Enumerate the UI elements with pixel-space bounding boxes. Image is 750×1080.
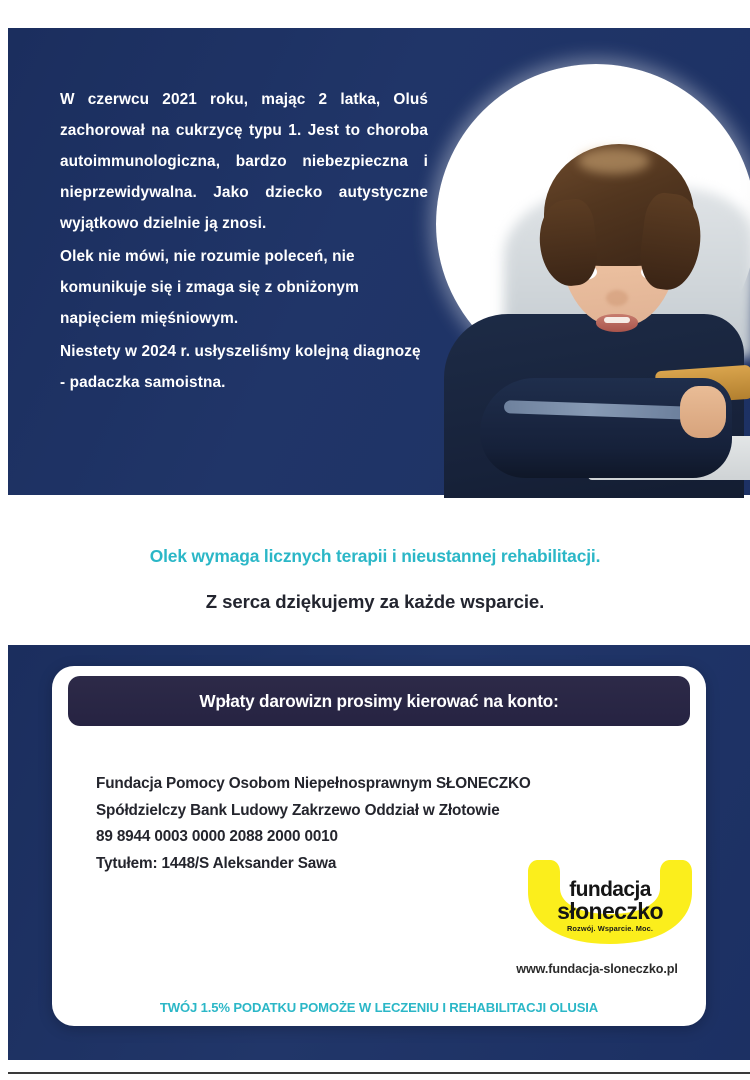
organization-name: Fundacja Pomocy Osobom Niepełnosprawnym SŁONECZKO [96, 775, 531, 792]
account-number[interactable]: 89 8944 0003 0000 2088 2000 0010 [96, 828, 338, 845]
story-text-block [60, 84, 428, 398]
story-paragraph-1: W czerwcu 2021 roku, mając 2 latka, Oluś zachorował na cukrzycę typu 1. Jest to choroba autoimmunologiczna, bardzo niebezpieczna i nieprzewidywalna. Jako dziecko autystyczne wyjątkowo dzielnie ją znosi. [60, 91, 428, 232]
donation-section [8, 645, 750, 1060]
logo-tagline: Rozwój. Wsparcie. Moc. [567, 924, 653, 933]
hair-highlight [578, 148, 650, 174]
child-photo [408, 38, 750, 546]
therapy-message: Olek wymaga licznych terapii i nieustannej rehabilitacji. [149, 546, 601, 566]
tax-donation-line: TWÓJ 1.5% PODATKU POMOŻE W LECZENIU I REHABILITACJI OLUSIA [159, 1000, 599, 1015]
middle-message-band [0, 498, 750, 640]
child-hand [680, 386, 726, 438]
logo-word-fundacja: fundacja [569, 878, 651, 901]
donation-header-bar [68, 676, 690, 726]
bank-details [96, 771, 531, 877]
bank-name: Spółdzielczy Bank Ludowy Zakrzewo Oddział w Złotowie [96, 801, 500, 819]
thanks-message: Z serca dziękujemy za każde wsparcie. [205, 591, 545, 612]
donation-card [52, 666, 706, 1026]
story-paragraph-2: Olek nie mówi, nie rozumie poleceń, nie komunikuje się i zmaga się z obniżonym napięciem mięśniowym. [60, 248, 359, 327]
nose [606, 290, 628, 306]
donation-header-text: Wpłaty darowizn prosimy kierować na konto: [199, 690, 559, 711]
child-head [534, 138, 702, 334]
foundation-logo [520, 858, 700, 948]
story-paragraph-3: Niestety w 2024 r. usłyszeliśmy kolejną diagnozę - padaczka samoistna. [60, 343, 421, 391]
mouth [596, 314, 638, 332]
transfer-title: Tytułem: 1448/S Aleksander Sawa [96, 854, 337, 872]
logo-word-sloneczko: słoneczko [557, 898, 663, 924]
website-url[interactable]: www.fundacja-sloneczko.pl [516, 962, 678, 976]
bottom-divider [8, 1072, 750, 1074]
